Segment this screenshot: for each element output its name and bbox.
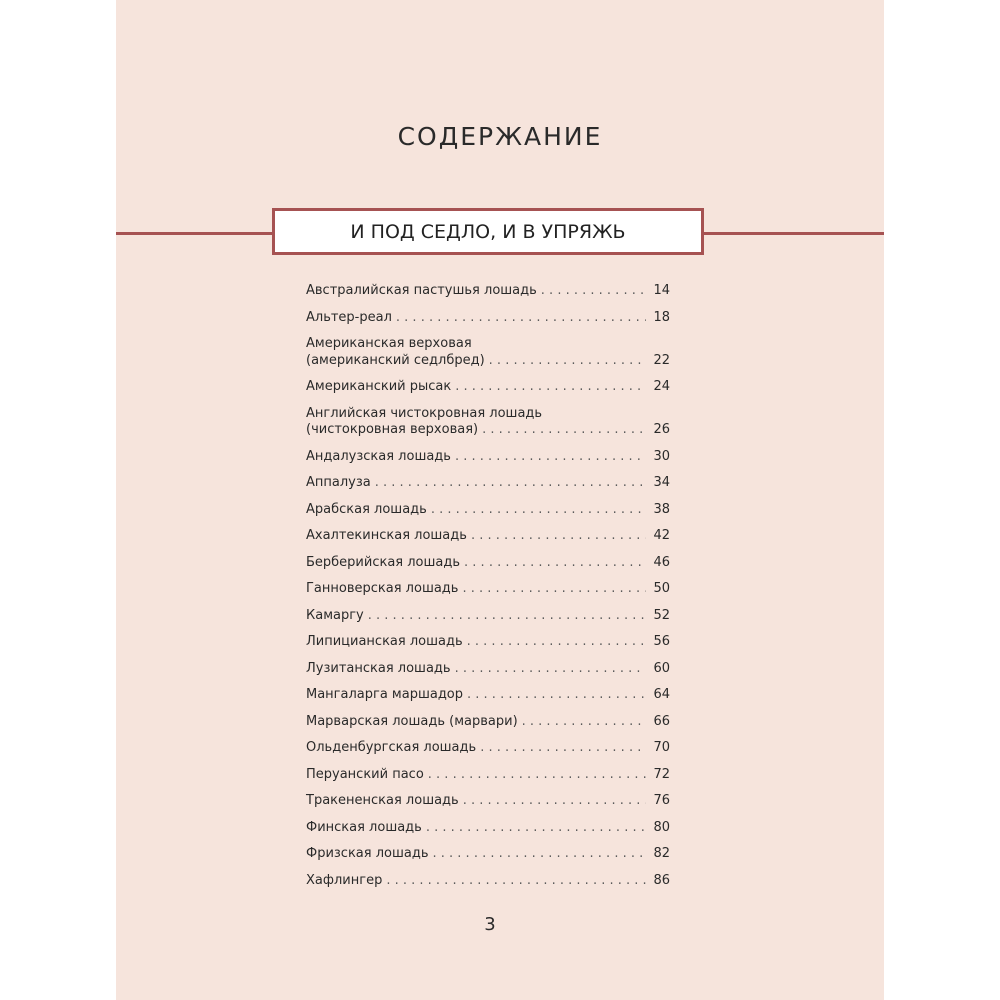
toc-entry-page: 26: [653, 422, 670, 437]
toc-entry-label: Берберийская лошадь: [306, 554, 461, 570]
dot-leader: [386, 873, 646, 890]
toc-entry-page: 52: [653, 607, 670, 623]
toc-entry-label: Камаргу: [306, 607, 364, 623]
toc-entry[interactable]: [306, 528, 670, 545]
dot-leader: [426, 820, 646, 837]
toc-entry-page: 76: [653, 793, 670, 808]
toc-entry-page: 22: [653, 352, 670, 368]
toc-entry-page: 80: [653, 819, 670, 835]
toc-entry-page: 72: [653, 766, 670, 782]
toc-entry-label: Фризская лошадь: [306, 846, 429, 861]
toc-entry-page: 50: [653, 581, 670, 596]
toc-entry[interactable]: [306, 634, 670, 651]
dot-leader: [433, 846, 647, 863]
toc-entry-page: 14: [653, 283, 670, 298]
toc-entry[interactable]: [306, 502, 670, 519]
page-number: 3: [484, 914, 496, 935]
toc-entry[interactable]: [306, 336, 670, 369]
toc-entry-label: Хафлингер: [306, 872, 383, 888]
toc-entry[interactable]: [306, 475, 670, 492]
toc-entry-page: 56: [653, 634, 670, 649]
dot-leader: [467, 634, 646, 651]
toc-entry-label: Американский рысак: [306, 379, 452, 394]
toc-entry[interactable]: [306, 379, 670, 396]
dot-leader: [482, 422, 646, 439]
toc-entry-label: Мангаларга маршадор: [306, 687, 464, 702]
toc-entry[interactable]: [306, 873, 670, 890]
toc-entry[interactable]: [306, 767, 670, 784]
toc-entry[interactable]: [306, 449, 670, 466]
dot-leader: [541, 283, 646, 300]
dot-leader: [522, 714, 646, 731]
dot-leader: [463, 793, 646, 810]
dot-leader: [368, 608, 646, 625]
dot-leader: [464, 555, 646, 572]
toc-entry[interactable]: [306, 581, 670, 598]
dot-leader: [375, 475, 646, 492]
toc-entry-page: 46: [653, 554, 670, 570]
dot-leader: [462, 581, 646, 598]
toc-entry-label: Тракененская лошадь: [306, 793, 459, 808]
toc-entry-label: Финская лошадь: [306, 819, 422, 835]
toc-entry[interactable]: [306, 687, 670, 704]
dot-leader: [455, 379, 646, 396]
toc-entry-label: Марварская лошадь (марвари): [306, 713, 518, 729]
toc-entry[interactable]: [306, 555, 670, 572]
page-title: СОДЕРЖАНИЕ: [397, 122, 603, 151]
dot-leader: [480, 740, 646, 757]
section-heading: И ПОД СЕДЛО, И В УПРЯЖЬ: [350, 220, 626, 243]
toc-entry[interactable]: [306, 310, 670, 327]
dot-leader: [455, 449, 646, 466]
toc-entry-label: Альтер-реал: [306, 309, 392, 325]
dot-leader: [431, 502, 646, 519]
toc-entry-page: 30: [653, 448, 670, 464]
book-page: [116, 0, 884, 1000]
dot-leader: [489, 353, 646, 370]
toc-entry-page: 18: [653, 309, 670, 325]
toc-entry-label: Андалузская лошадь: [306, 448, 451, 464]
toc-entry[interactable]: [306, 740, 670, 757]
toc-entry-label: (чистокровная верховая): [306, 422, 479, 437]
toc-entry-label: Ольденбургская лошадь: [306, 740, 477, 755]
toc-entry[interactable]: [306, 846, 670, 863]
toc-entry-page: 82: [653, 846, 670, 861]
toc-entry-page: 38: [653, 501, 670, 517]
toc-entry-label: Ахалтекинская лошадь: [306, 528, 467, 543]
dot-leader: [471, 528, 646, 545]
toc-entry[interactable]: [306, 406, 670, 439]
toc-entry-label: Аппалуза: [306, 475, 371, 490]
table-of-contents: [306, 283, 670, 899]
toc-entry[interactable]: [306, 793, 670, 810]
toc-entry-label-line1: Американская верховая: [306, 336, 472, 351]
toc-entry-page: 66: [653, 713, 670, 729]
dot-leader: [467, 687, 646, 704]
toc-entry-label: Австралийская пастушья лошадь: [306, 283, 537, 298]
toc-entry-page: 64: [653, 687, 670, 702]
toc-entry-label: (американский седлбред): [306, 352, 485, 368]
toc-entry-page: 70: [653, 740, 670, 755]
toc-entry-label: Перуанский пасо: [306, 766, 424, 782]
dot-leader: [396, 310, 646, 327]
toc-entry-page: 86: [653, 872, 670, 888]
toc-entry[interactable]: [306, 283, 670, 300]
toc-entry-page: 34: [653, 475, 670, 490]
toc-entry[interactable]: [306, 661, 670, 678]
toc-entry-label: Арабская лошадь: [306, 501, 427, 517]
section-heading-box: [272, 208, 704, 255]
toc-entry[interactable]: [306, 714, 670, 731]
toc-entry-label: Липицианская лошадь: [306, 634, 463, 649]
toc-entry[interactable]: [306, 820, 670, 837]
dot-leader: [455, 661, 646, 678]
toc-entry-page: 24: [653, 379, 670, 394]
toc-entry-label: Ганноверская лошадь: [306, 581, 459, 596]
toc-entry-page: 42: [653, 528, 670, 543]
toc-entry-page: 60: [653, 660, 670, 676]
toc-entry-label-line1: Английская чистокровная лошадь: [306, 405, 543, 421]
dot-leader: [428, 767, 646, 784]
toc-entry[interactable]: [306, 608, 670, 625]
toc-entry-label: Лузитанская лошадь: [306, 660, 451, 676]
